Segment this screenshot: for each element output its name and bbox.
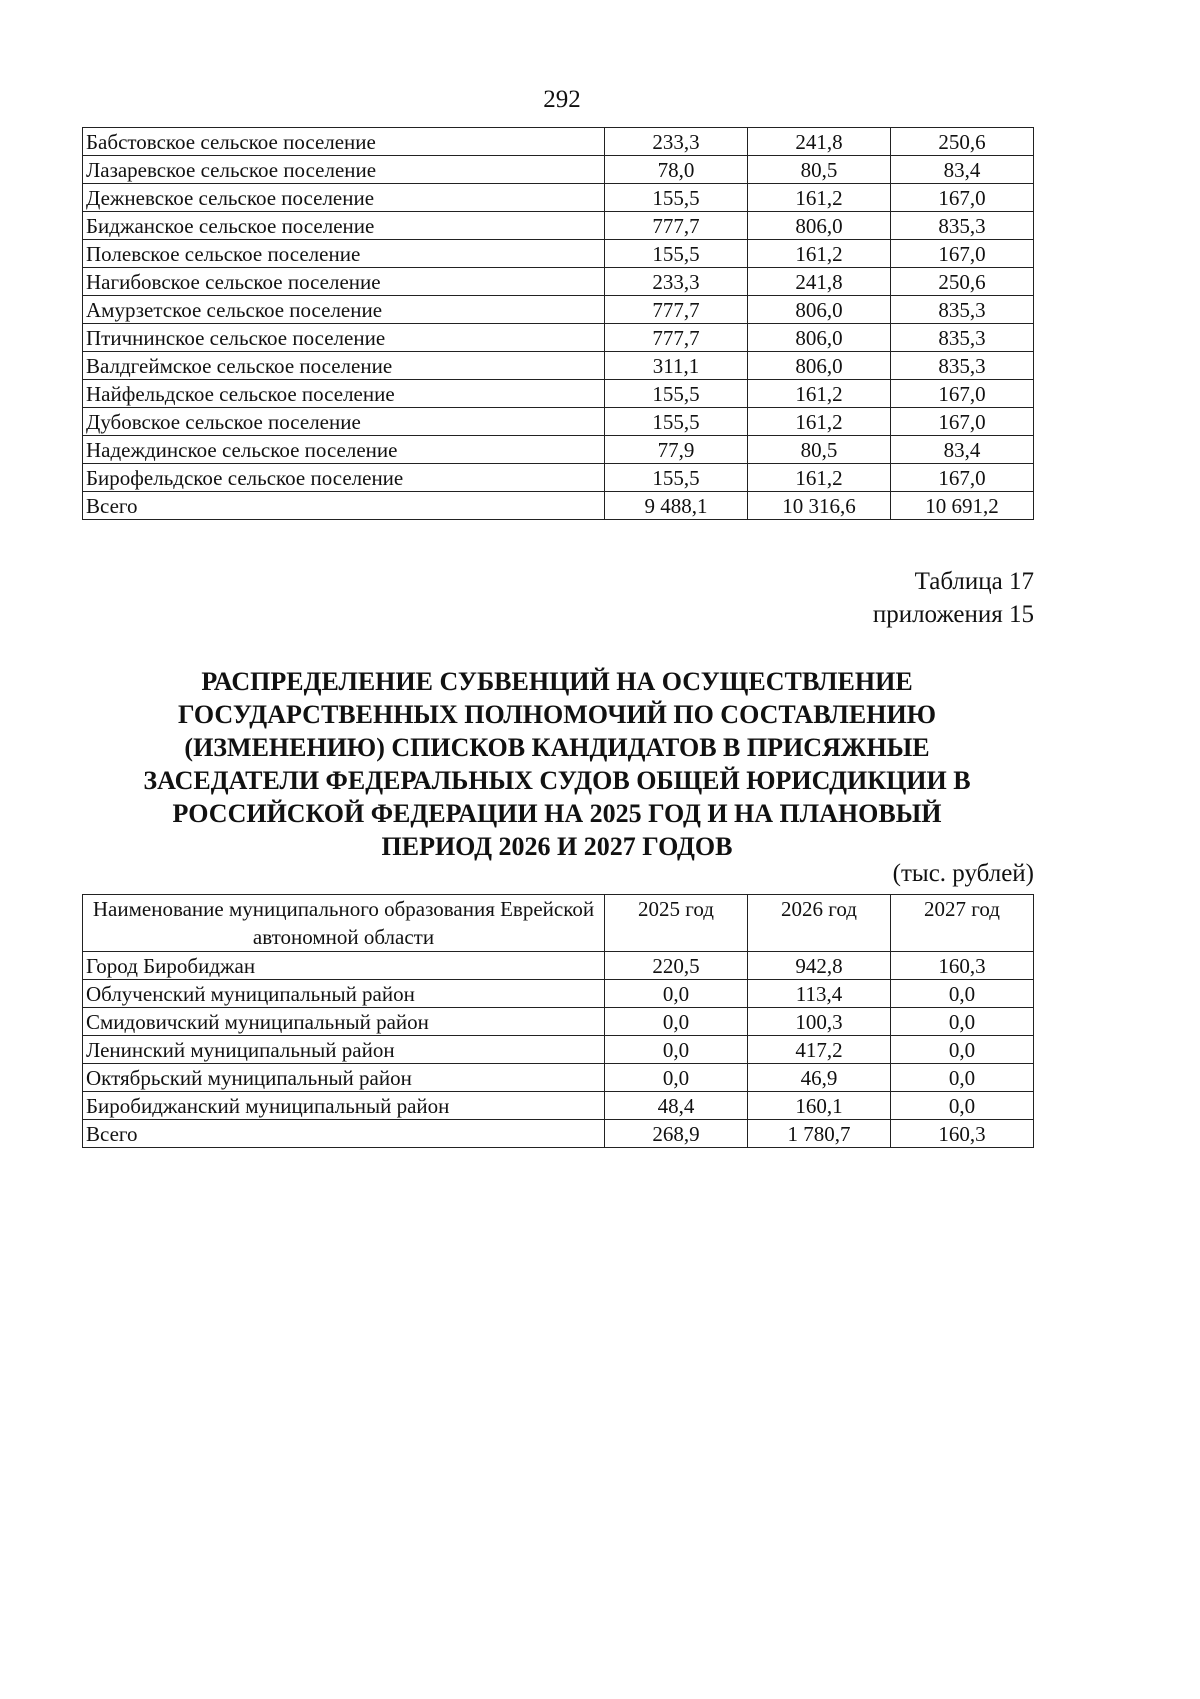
municipality-cell: Надеждинское сельское поселение <box>83 436 605 464</box>
title-line: РАСПРЕДЕЛЕНИЕ СУБВЕНЦИЙ НА ОСУЩЕСТВЛЕНИЕ <box>201 667 913 696</box>
value-2027-cell: 835,3 <box>891 212 1034 240</box>
header-2025: 2025 год <box>605 895 748 952</box>
value-2027-cell: 0,0 <box>891 1064 1034 1092</box>
municipality-cell: Ленинский муниципальный район <box>83 1036 605 1064</box>
municipality-cell: Город Биробиджан <box>83 952 605 980</box>
title-line: (ИЗМЕНЕНИЮ) СПИСКОВ КАНДИДАТОВ В ПРИСЯЖНЫЕ <box>184 733 930 762</box>
municipality-cell: Дубовское сельское поселение <box>83 408 605 436</box>
appendix-number: приложения 15 <box>872 601 1034 628</box>
table-row <box>83 184 1034 212</box>
municipality-cell: Лазаревское сельское поселение <box>83 156 605 184</box>
value-2026-cell: 942,8 <box>748 952 891 980</box>
value-2026-cell: 1 780,7 <box>748 1120 891 1148</box>
value-2026-cell: 113,4 <box>748 980 891 1008</box>
municipality-cell: Бабстовское сельское поселение <box>83 128 605 156</box>
municipality-cell: Биджанское сельское поселение <box>83 212 605 240</box>
table-row <box>83 380 1034 408</box>
table-row <box>83 464 1034 492</box>
value-2027-cell: 10 691,2 <box>891 492 1034 520</box>
value-2025-cell: 155,5 <box>605 184 748 212</box>
municipality-cell: Валдгеймское сельское поселение <box>83 352 605 380</box>
document-title <box>82 665 1032 863</box>
header-2026: 2026 год <box>748 895 891 952</box>
table-row <box>83 324 1034 352</box>
value-2027-cell: 83,4 <box>891 156 1034 184</box>
title-line: ЗАСЕДАТЕЛИ ФЕДЕРАЛЬНЫХ СУДОВ ОБЩЕЙ ЮРИСДИКЦИИ В <box>143 766 971 795</box>
municipality-cell: Бирофельдское сельское поселение <box>83 464 605 492</box>
units-label: (тыс. рублей) <box>892 860 1034 887</box>
table-row <box>83 352 1034 380</box>
value-2026-cell: 417,2 <box>748 1036 891 1064</box>
table-row <box>83 492 1034 520</box>
table-row <box>83 408 1034 436</box>
value-2025-cell: 48,4 <box>605 1092 748 1120</box>
table-row <box>83 980 1034 1008</box>
value-2026-cell: 80,5 <box>748 156 891 184</box>
value-2026-cell: 80,5 <box>748 436 891 464</box>
table2-body <box>83 952 1034 1148</box>
municipality-cell: Всего <box>83 1120 605 1148</box>
value-2025-cell: 0,0 <box>605 1036 748 1064</box>
value-2027-cell: 167,0 <box>891 464 1034 492</box>
title-line: ГОСУДАРСТВЕННЫХ ПОЛНОМОЧИЙ ПО СОСТАВЛЕНИЮ <box>177 700 936 729</box>
value-2025-cell: 777,7 <box>605 296 748 324</box>
value-2026-cell: 241,8 <box>748 268 891 296</box>
table-row <box>83 128 1034 156</box>
municipality-cell: Найфельдское сельское поселение <box>83 380 605 408</box>
table-row <box>83 436 1034 464</box>
title-line: ПЕРИОД 2026 И 2027 ГОДОВ <box>381 832 733 861</box>
municipality-cell: Дежневское сельское поселение <box>83 184 605 212</box>
value-2025-cell: 155,5 <box>605 408 748 436</box>
municipality-cell: Птичнинское сельское поселение <box>83 324 605 352</box>
value-2025-cell: 155,5 <box>605 380 748 408</box>
table-row <box>83 1120 1034 1148</box>
value-2025-cell: 220,5 <box>605 952 748 980</box>
value-2027-cell: 0,0 <box>891 980 1034 1008</box>
value-2025-cell: 0,0 <box>605 1008 748 1036</box>
municipality-cell: Октябрьский муниципальный район <box>83 1064 605 1092</box>
table-header <box>83 895 1034 952</box>
header-row <box>83 895 1034 952</box>
value-2025-cell: 155,5 <box>605 464 748 492</box>
value-2027-cell: 0,0 <box>891 1092 1034 1120</box>
title-line: РОССИЙСКОЙ ФЕДЕРАЦИИ НА 2025 ГОД И НА ПЛАНОВЫЙ <box>172 799 942 828</box>
value-2027-cell: 167,0 <box>891 408 1034 436</box>
value-2026-cell: 100,3 <box>748 1008 891 1036</box>
municipality-cell: Нагибовское сельское поселение <box>83 268 605 296</box>
distribution-table-continued <box>82 127 1034 520</box>
value-2025-cell: 777,7 <box>605 324 748 352</box>
value-2025-cell: 233,3 <box>605 268 748 296</box>
table-row <box>83 156 1034 184</box>
value-2027-cell: 0,0 <box>891 1008 1034 1036</box>
table-number: Таблица 17 <box>914 568 1034 595</box>
value-2025-cell: 77,9 <box>605 436 748 464</box>
value-2026-cell: 46,9 <box>748 1064 891 1092</box>
value-2027-cell: 835,3 <box>891 296 1034 324</box>
value-2025-cell: 777,7 <box>605 212 748 240</box>
table-row <box>83 296 1034 324</box>
value-2025-cell: 233,3 <box>605 128 748 156</box>
value-2025-cell: 9 488,1 <box>605 492 748 520</box>
table-row <box>83 1092 1034 1120</box>
value-2027-cell: 160,3 <box>891 1120 1034 1148</box>
header-2027: 2027 год <box>891 895 1034 952</box>
table-row <box>83 1008 1034 1036</box>
value-2027-cell: 835,3 <box>891 352 1034 380</box>
value-2025-cell: 311,1 <box>605 352 748 380</box>
value-2025-cell: 78,0 <box>605 156 748 184</box>
header-municipality: Наименование муниципального образования Еврейской автономной области <box>83 895 605 952</box>
value-2027-cell: 167,0 <box>891 184 1034 212</box>
value-2026-cell: 161,2 <box>748 380 891 408</box>
municipality-cell: Всего <box>83 492 605 520</box>
value-2026-cell: 161,2 <box>748 464 891 492</box>
value-2026-cell: 241,8 <box>748 128 891 156</box>
table-row <box>83 240 1034 268</box>
value-2027-cell: 160,3 <box>891 952 1034 980</box>
table-row <box>83 1036 1034 1064</box>
value-2026-cell: 10 316,6 <box>748 492 891 520</box>
municipality-cell: Полевское сельское поселение <box>83 240 605 268</box>
value-2027-cell: 250,6 <box>891 128 1034 156</box>
table-row <box>83 1064 1034 1092</box>
value-2026-cell: 806,0 <box>748 352 891 380</box>
value-2025-cell: 268,9 <box>605 1120 748 1148</box>
value-2026-cell: 161,2 <box>748 184 891 212</box>
value-2027-cell: 83,4 <box>891 436 1034 464</box>
value-2026-cell: 806,0 <box>748 296 891 324</box>
value-2027-cell: 167,0 <box>891 240 1034 268</box>
value-2025-cell: 0,0 <box>605 1064 748 1092</box>
municipality-cell: Биробиджанский муниципальный район <box>83 1092 605 1120</box>
value-2027-cell: 0,0 <box>891 1036 1034 1064</box>
municipality-cell: Смидовичский муниципальный район <box>83 1008 605 1036</box>
value-2025-cell: 155,5 <box>605 240 748 268</box>
table1-body <box>83 128 1034 520</box>
value-2025-cell: 0,0 <box>605 980 748 1008</box>
value-2027-cell: 835,3 <box>891 324 1034 352</box>
value-2026-cell: 161,2 <box>748 408 891 436</box>
value-2026-cell: 161,2 <box>748 240 891 268</box>
table-row <box>83 952 1034 980</box>
value-2026-cell: 806,0 <box>748 324 891 352</box>
page-number: 292 <box>543 86 581 113</box>
value-2027-cell: 167,0 <box>891 380 1034 408</box>
table-row <box>83 212 1034 240</box>
municipality-cell: Амурзетское сельское поселение <box>83 296 605 324</box>
table-row <box>83 268 1034 296</box>
value-2026-cell: 806,0 <box>748 212 891 240</box>
value-2026-cell: 160,1 <box>748 1092 891 1120</box>
municipality-cell: Облученский муниципальный район <box>83 980 605 1008</box>
subvention-table <box>82 894 1034 1148</box>
value-2027-cell: 250,6 <box>891 268 1034 296</box>
